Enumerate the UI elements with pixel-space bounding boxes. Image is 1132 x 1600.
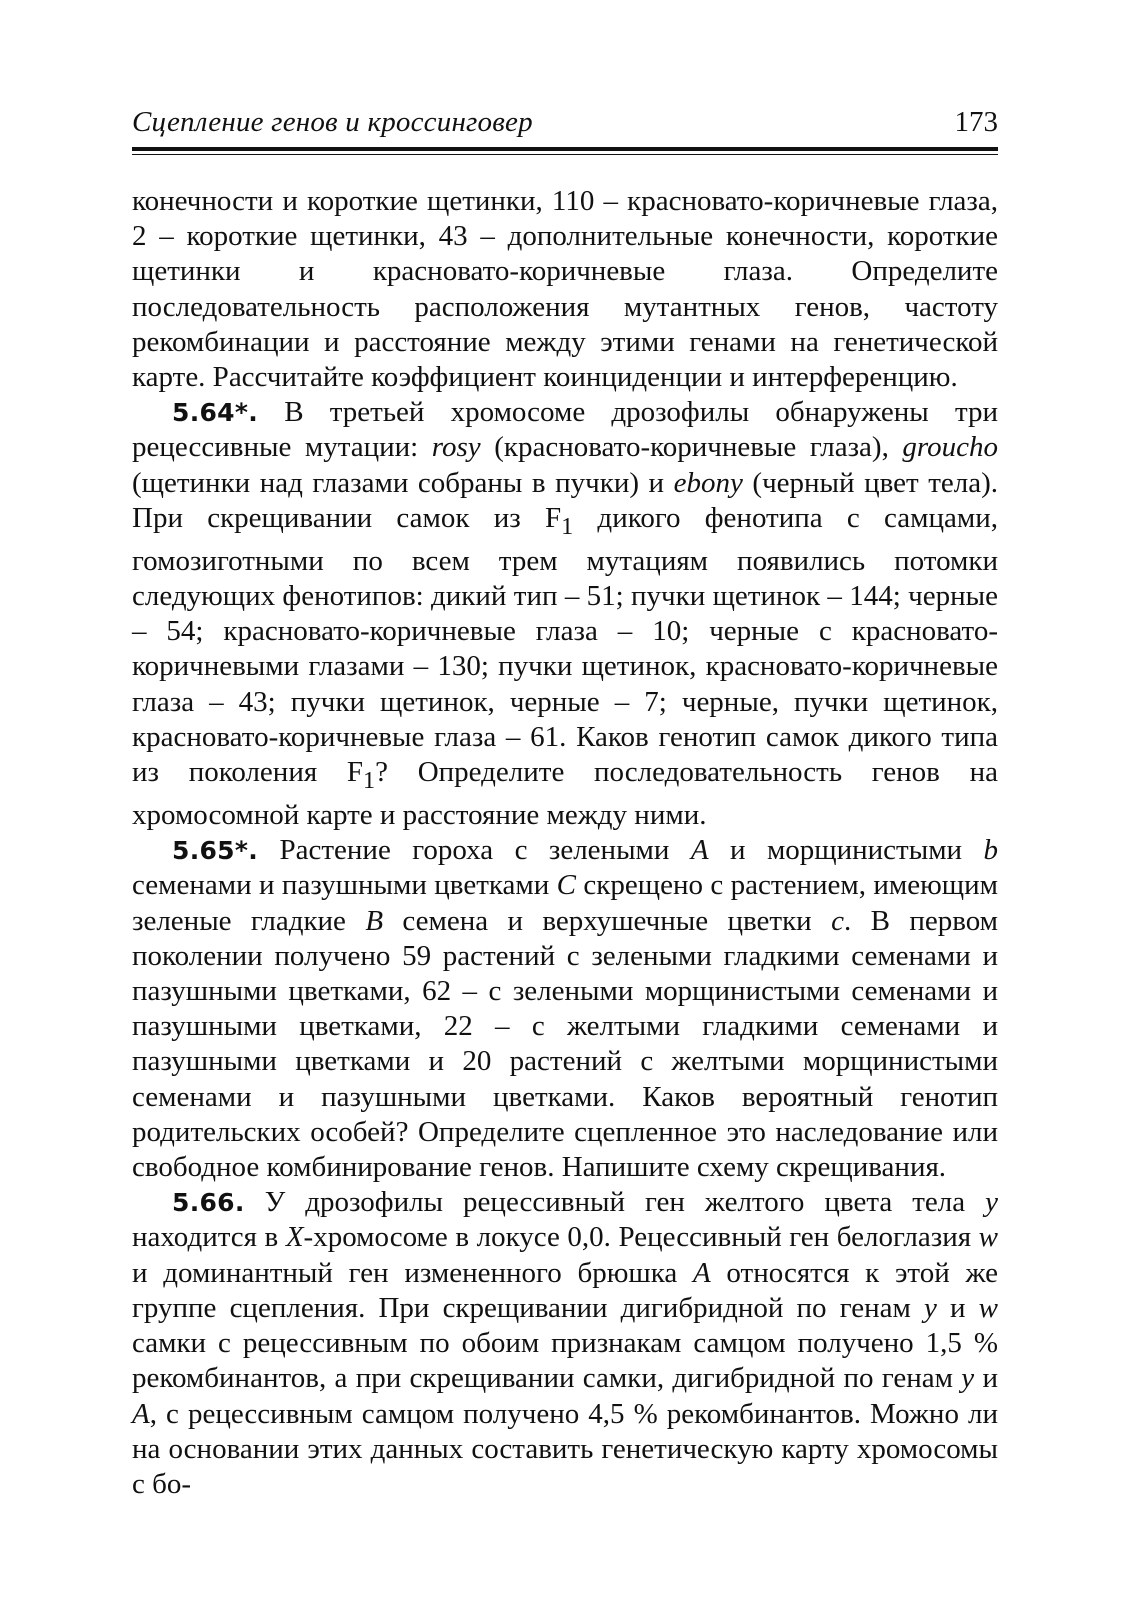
running-header xyxy=(132,98,998,144)
page-body xyxy=(132,184,998,1502)
book-page xyxy=(132,98,998,1502)
problem-number: 5.64*. xyxy=(172,398,259,428)
problem-5-65: 5.65*. Растение гороха с зелеными A и морщинистыми b семенами и пазушными цветками C скрещено с растением, имеющим зеленые гладкие B семена и верхушечные цветки c. В первом поколении получено 59 растений с зелеными гладкими семенами и пазушными цветками, 62 – с зелеными морщинистыми семенами и пазушными цветками, 22 – с желтыми гладкими семенами и пазушными цветками и 20 растений с желтыми морщинистыми семенами и пазушными цветками. Каков вероятный генотип родительских особей? Определите сцепленное это наследование или свободное комбинирование генов. Напишите схему скрещивания. xyxy=(132,834,999,1184)
continuation-paragraph: конечности и короткие щетинки, 110 – красновато-коричневые глаза, 2 – короткие щетинки, 43 – дополнительные конечности, короткие щетинки и красновато-коричневые глаза. Определите последовательность расположения мутантных генов, частоту рекомбинации и расстояние между этими генами на генетической карте. Рассчитайте коэффициент коинциденции и интерференцию. xyxy=(132,185,998,394)
problem-5-66: 5.66. У дрозофилы рецессивный ген желтого цвета тела y находится в X-хромосоме в локусе 0,0. Рецессивный ген белоглазия w и доминантный ген измененного брюшка A относятся к этой же группе сцепления. При скрещивании дигибридной по генам y и w самки с рецессивным по обоим признакам самцом получено 1,5 % рекомбинантов, а при скрещивании самки, дигибридной по генам y и A, с рецессивным самцом получено 4,5 % рекомбинантов. Можно ли на основании этих данных составить генетическую карту хромосомы с бо- xyxy=(132,1186,998,1500)
chapter-title: Сцепление генов и кроссинговер xyxy=(132,106,533,138)
header-rule-thick xyxy=(132,147,998,151)
header-rule-thin xyxy=(132,154,998,155)
problem-number: 5.65*. xyxy=(172,836,259,866)
problem-5-64: 5.64*. В третьей хромосоме дрозофилы обнаружены три рецессивные мутации: rosy (красновато-коричневые глаза), groucho (щетинки над глазами собраны в пучки) и ebony (черный цвет тела). При скрещивании самок из $F_1$ дикого фенотипа с самцами, гомозиготными по всем трем мутациям появились потомки следующих фенотипов: дикий тип – 51; пучки щетинок – 144; черные – 54; красновато-коричневые глаза – 10; черные с красновато-коричневыми глазами – 130; пучки щетинок, красновато-коричневые глаза – 43; пучки щетинок, черные – 7; черные, пучки щетинок, красновато-коричневые глаза – 61. Каков генотип самок дикого типа из поколения $F_1$? Определите последовательность генов на хромосомной карте и расстояние между ними. xyxy=(132,396,999,832)
page-number: 173 xyxy=(954,106,998,138)
problem-number: 5.66. xyxy=(172,1188,245,1218)
